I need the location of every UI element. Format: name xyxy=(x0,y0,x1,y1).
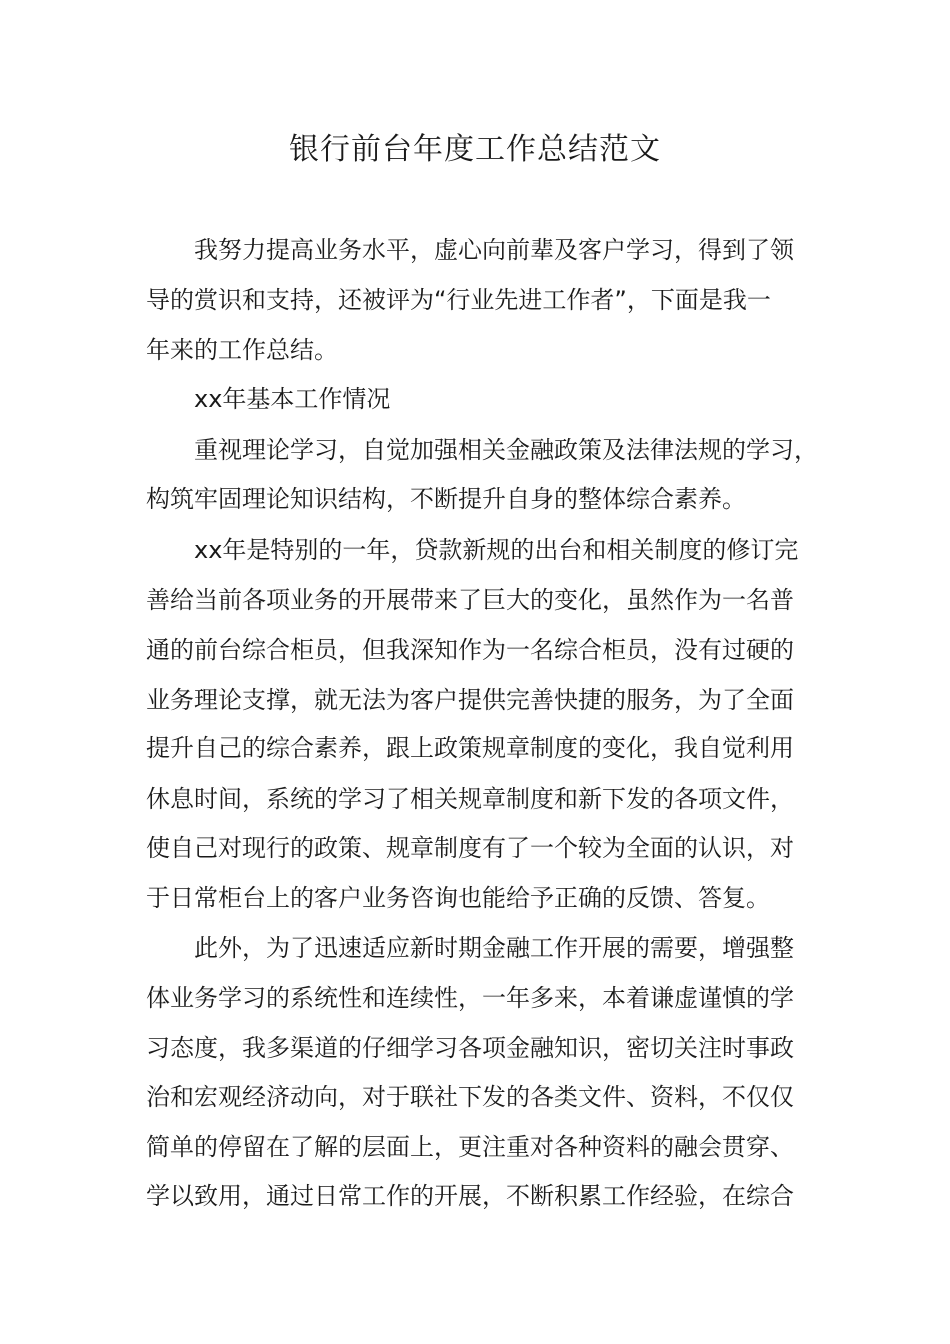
paragraph-line: 提升自己的综合素养，跟上政策规章制度的变化，我自觉利用 xyxy=(146,734,794,762)
document-title: 银行前台年度工作总结范文 xyxy=(289,132,661,167)
paragraph-line: 于日常柜台上的客户业务咨询也能给予正确的反馈、答复。 xyxy=(146,884,770,912)
paragraph-line: 使自己对现行的政策、规章制度有了一个较为全面的认识，对 xyxy=(146,834,794,862)
paragraph-line: xx年是特别的一年，贷款新规的出台和相关制度的修订完 xyxy=(194,536,799,564)
paragraph-line: 休息时间，系统的学习了相关规章制度和新下发的各项文件， xyxy=(146,785,794,813)
paragraph-line: 通的前台综合柜员，但我深知作为一名综合柜员，没有过硬的 xyxy=(146,636,794,664)
paragraph-line: 构筑牢固理论知识结构，不断提升自身的整体综合素养。 xyxy=(146,485,746,513)
paragraph-line: 此外，为了迅速适应新时期金融工作开展的需要，增强整 xyxy=(194,934,794,962)
section-heading: xx年基本工作情况 xyxy=(194,385,391,413)
paragraph-line: 习态度，我多渠道的仔细学习各项金融知识，密切关注时事政 xyxy=(146,1034,794,1062)
paragraph-line: 年来的工作总结。 xyxy=(146,336,338,364)
paragraph-line: 导的赏识和支持，还被评为“行业先进工作者”，下面是我一 xyxy=(146,286,771,314)
paragraph-line: 简单的停留在了解的层面上，更注重对各种资料的融会贯穿、 xyxy=(146,1133,794,1161)
paragraph-line: 善给当前各项业务的开展带来了巨大的变化，虽然作为一名普 xyxy=(146,586,794,614)
paragraph-line: 我努力提高业务水平，虚心向前辈及客户学习，得到了领 xyxy=(194,236,794,264)
paragraph-line: 业务理论支撑，就无法为客户提供完善快捷的服务，为了全面 xyxy=(146,686,794,714)
paragraph-line: 学以致用，通过日常工作的开展，不断积累工作经验，在综合 xyxy=(146,1182,794,1210)
paragraph-line: 体业务学习的系统性和连续性，一年多来，本着谦虚谨慎的学 xyxy=(146,984,794,1012)
paragraph-line: 治和宏观经济动向，对于联社下发的各类文件、资料，不仅仅 xyxy=(146,1083,794,1111)
paragraph-line: 重视理论学习，自觉加强相关金融政策及法律法规的学习， xyxy=(194,436,818,464)
